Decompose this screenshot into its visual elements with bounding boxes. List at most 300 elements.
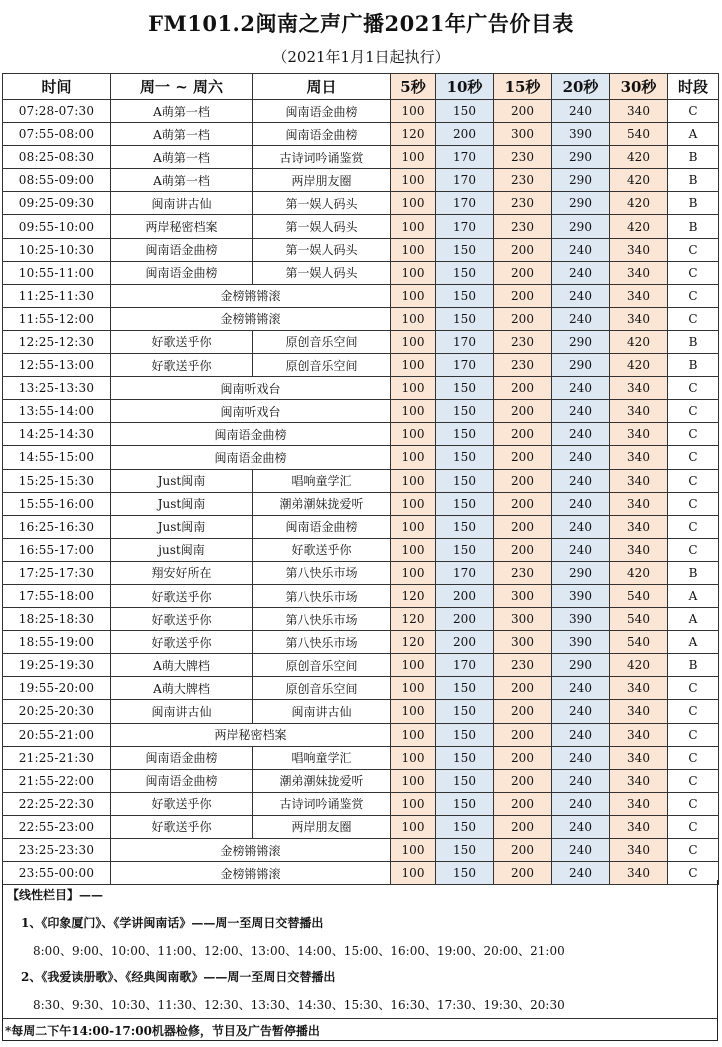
program-cell-merged: 闽南语金曲榜 [111, 423, 391, 446]
price-5s-cell: 100 [391, 746, 436, 769]
time-slot-cell: 11:55-12:00 [3, 307, 111, 330]
price-30s-cell: 420 [610, 654, 668, 677]
price-20s-cell: 390 [552, 608, 610, 631]
price-20s-cell: 290 [552, 192, 610, 215]
price-20s-cell: 290 [552, 215, 610, 238]
price-10s-cell: 170 [436, 330, 494, 353]
price-15s-cell: 200 [494, 538, 552, 561]
time-slot-cell: 21:55-22:00 [3, 769, 111, 792]
price-15s-cell: 230 [494, 146, 552, 169]
program-cell-merged: 金榜锵锵滚 [111, 839, 391, 862]
sunday-program-cell: 原创音乐空间 [253, 654, 391, 677]
price-10s-cell: 150 [436, 400, 494, 423]
grade-cell: A [668, 608, 719, 631]
price-10s-cell: 200 [436, 608, 494, 631]
sunday-program-cell: 第一娱人码头 [253, 215, 391, 238]
price-10s-cell: 150 [436, 677, 494, 700]
program-cell-merged: 金榜锵锵滚 [111, 307, 391, 330]
program-cell-merged: 闽南语金曲榜 [111, 446, 391, 469]
price-15s-cell: 200 [494, 284, 552, 307]
price-15s-cell: 200 [494, 469, 552, 492]
time-slot-cell: 11:25-11:30 [3, 284, 111, 307]
table-row [3, 746, 719, 769]
price-10s-cell: 150 [436, 538, 494, 561]
price-15s-cell: 200 [494, 862, 552, 885]
price-20s-cell: 240 [552, 538, 610, 561]
price-30s-cell: 340 [610, 862, 668, 885]
price-30s-cell: 340 [610, 723, 668, 746]
price-30s-cell: 340 [610, 492, 668, 515]
grade-cell: A [668, 123, 719, 146]
price-5s-cell: 120 [391, 123, 436, 146]
price-20s-cell: 390 [552, 584, 610, 607]
price-5s-cell: 120 [391, 608, 436, 631]
sunday-program-cell: 潮弟潮妹拢爱听 [253, 492, 391, 515]
price-15s-cell: 200 [494, 769, 552, 792]
header-weekday: 周一 ~ 周六 [111, 74, 253, 100]
price-10s-cell: 150 [436, 469, 494, 492]
time-slot-cell: 17:55-18:00 [3, 584, 111, 607]
price-10s-cell: 150 [436, 746, 494, 769]
price-5s-cell: 100 [391, 677, 436, 700]
price-20s-cell: 240 [552, 377, 610, 400]
price-30s-cell: 340 [610, 469, 668, 492]
grade-cell: B [668, 215, 719, 238]
weekday-program-cell: A萌第一档 [111, 146, 253, 169]
sunday-program-cell: 唱响童学汇 [253, 746, 391, 769]
price-20s-cell: 290 [552, 146, 610, 169]
header-grade: 时段 [668, 74, 719, 100]
price-30s-cell: 340 [610, 792, 668, 815]
weekday-program-cell: 翔安好所在 [111, 561, 253, 584]
price-15s-cell: 200 [494, 515, 552, 538]
header-sunday: 周日 [253, 74, 391, 100]
price-30s-cell: 340 [610, 307, 668, 330]
price-5s-cell: 100 [391, 400, 436, 423]
grade-cell: B [668, 192, 719, 215]
grade-cell: C [668, 538, 719, 561]
price-10s-cell: 170 [436, 192, 494, 215]
time-slot-cell: 09:55-10:00 [3, 215, 111, 238]
price-5s-cell: 100 [391, 769, 436, 792]
table-row [3, 192, 719, 215]
time-slot-cell: 20:25-20:30 [3, 700, 111, 723]
grade-cell: C [668, 515, 719, 538]
price-5s-cell: 100 [391, 261, 436, 284]
notes-item-2-times: 8:30、9:30、10:30、11:30、12:30、13:30、14:30、15:30、16:30、17:30、19:30、20:30 [33, 998, 565, 1012]
program-cell-merged: 两岸秘密档案 [111, 723, 391, 746]
price-20s-cell: 240 [552, 839, 610, 862]
weekday-program-cell: just闽南 [111, 538, 253, 561]
time-slot-cell: 23:25-23:30 [3, 839, 111, 862]
price-20s-cell: 240 [552, 238, 610, 261]
price-10s-cell: 150 [436, 307, 494, 330]
grade-cell: A [668, 631, 719, 654]
price-15s-cell: 200 [494, 400, 552, 423]
price-15s-cell: 300 [494, 631, 552, 654]
price-5s-cell: 100 [391, 377, 436, 400]
header-30s: 30秒 [610, 74, 668, 100]
price-10s-cell: 150 [436, 238, 494, 261]
time-slot-cell: 10:25-10:30 [3, 238, 111, 261]
price-30s-cell: 340 [610, 677, 668, 700]
grade-cell: C [668, 284, 719, 307]
notes-item-1-times: 8:00、9:00、10:00、11:00、12:00、13:00、14:00、15:00、16:00、19:00、20:00、21:00 [33, 944, 565, 958]
sunday-program-cell: 第八快乐市场 [253, 608, 391, 631]
weekday-program-cell: 闽南语金曲榜 [111, 261, 253, 284]
time-slot-cell: 22:55-23:00 [3, 815, 111, 838]
price-10s-cell: 170 [436, 169, 494, 192]
time-slot-cell: 15:55-16:00 [3, 492, 111, 515]
time-slot-cell: 10:55-11:00 [3, 261, 111, 284]
price-20s-cell: 240 [552, 400, 610, 423]
weekday-program-cell: Just闽南 [111, 492, 253, 515]
table-body [3, 100, 719, 885]
price-15s-cell: 200 [494, 492, 552, 515]
program-cell-merged: 闽南听戏台 [111, 377, 391, 400]
price-10s-cell: 150 [436, 723, 494, 746]
time-slot-cell: 13:55-14:00 [3, 400, 111, 423]
weekday-program-cell: A萌第一档 [111, 100, 253, 123]
grade-cell: A [668, 584, 719, 607]
sunday-program-cell: 闽南语金曲榜 [253, 123, 391, 146]
price-15s-cell: 230 [494, 354, 552, 377]
price-15s-cell: 200 [494, 238, 552, 261]
price-10s-cell: 150 [436, 492, 494, 515]
notes-section [2, 880, 718, 1041]
price-table [2, 73, 719, 885]
weekday-program-cell: 闽南语金曲榜 [111, 746, 253, 769]
grade-cell: C [668, 492, 719, 515]
grade-cell: C [668, 377, 719, 400]
time-slot-cell: 19:55-20:00 [3, 677, 111, 700]
table-row [3, 284, 719, 307]
price-10s-cell: 150 [436, 792, 494, 815]
table-row [3, 146, 719, 169]
price-15s-cell: 200 [494, 677, 552, 700]
price-20s-cell: 240 [552, 423, 610, 446]
table-row [3, 723, 719, 746]
price-20s-cell: 240 [552, 515, 610, 538]
price-30s-cell: 420 [610, 354, 668, 377]
price-5s-cell: 100 [391, 446, 436, 469]
table-row [3, 769, 719, 792]
program-cell-merged: 金榜锵锵滚 [111, 862, 391, 885]
weekday-program-cell: A萌大牌档 [111, 677, 253, 700]
table-row [3, 446, 719, 469]
program-cell-merged: 闽南听戏台 [111, 400, 391, 423]
price-5s-cell: 120 [391, 631, 436, 654]
sunday-program-cell: 闽南讲古仙 [253, 700, 391, 723]
header-15s: 15秒 [494, 74, 552, 100]
price-30s-cell: 540 [610, 584, 668, 607]
time-slot-cell: 17:25-17:30 [3, 561, 111, 584]
table-row [3, 492, 719, 515]
grade-cell: B [668, 146, 719, 169]
price-5s-cell: 100 [391, 862, 436, 885]
price-5s-cell: 100 [391, 700, 436, 723]
time-slot-cell: 18:55-19:00 [3, 631, 111, 654]
table-row [3, 400, 719, 423]
price-15s-cell: 200 [494, 423, 552, 446]
grade-cell: C [668, 839, 719, 862]
price-10s-cell: 170 [436, 354, 494, 377]
price-15s-cell: 200 [494, 446, 552, 469]
price-15s-cell: 230 [494, 169, 552, 192]
weekday-program-cell: Just闽南 [111, 515, 253, 538]
weekday-program-cell: 闽南讲古仙 [111, 192, 253, 215]
grade-cell: C [668, 815, 719, 838]
table-row [3, 123, 719, 146]
price-20s-cell: 290 [552, 654, 610, 677]
price-15s-cell: 230 [494, 215, 552, 238]
table-row [3, 307, 719, 330]
price-30s-cell: 340 [610, 815, 668, 838]
sunday-program-cell: 好歌送乎你 [253, 538, 391, 561]
price-5s-cell: 100 [391, 723, 436, 746]
price-20s-cell: 240 [552, 677, 610, 700]
price-5s-cell: 100 [391, 469, 436, 492]
notes-item-1: 1、《印象厦门》、《学讲闽南话》——周一至周日交替播出 [21, 916, 324, 930]
weekday-program-cell: Just闽南 [111, 469, 253, 492]
price-15s-cell: 200 [494, 746, 552, 769]
weekday-program-cell: 好歌送乎你 [111, 608, 253, 631]
time-slot-cell: 13:25-13:30 [3, 377, 111, 400]
grade-cell: B [668, 654, 719, 677]
grade-cell: C [668, 238, 719, 261]
weekday-program-cell: 闽南语金曲榜 [111, 238, 253, 261]
sunday-program-cell: 第一娱人码头 [253, 261, 391, 284]
notes-item-2: 2、《我爱读册歌》、《经典闽南歌》——周一至周日交替播出 [21, 970, 336, 984]
sunday-program-cell: 闽南语金曲榜 [253, 515, 391, 538]
sunday-program-cell: 原创音乐空间 [253, 677, 391, 700]
table-row [3, 839, 719, 862]
grade-cell: B [668, 330, 719, 353]
table-row [3, 330, 719, 353]
price-10s-cell: 150 [436, 815, 494, 838]
grade-cell: C [668, 700, 719, 723]
price-30s-cell: 420 [610, 215, 668, 238]
header-time: 时间 [3, 74, 111, 100]
time-slot-cell: 18:25-18:30 [3, 608, 111, 631]
price-5s-cell: 120 [391, 584, 436, 607]
price-15s-cell: 200 [494, 377, 552, 400]
price-5s-cell: 100 [391, 792, 436, 815]
price-10s-cell: 150 [436, 100, 494, 123]
header-5s: 5秒 [391, 74, 436, 100]
price-20s-cell: 240 [552, 492, 610, 515]
sunday-program-cell: 两岸朋友圈 [253, 815, 391, 838]
price-5s-cell: 100 [391, 146, 436, 169]
price-30s-cell: 540 [610, 123, 668, 146]
table-row [3, 469, 719, 492]
price-30s-cell: 340 [610, 400, 668, 423]
sunday-program-cell: 第八快乐市场 [253, 631, 391, 654]
price-10s-cell: 150 [436, 515, 494, 538]
price-10s-cell: 200 [436, 631, 494, 654]
footer-divider [3, 1018, 717, 1019]
weekday-program-cell: 好歌送乎你 [111, 354, 253, 377]
header-10s: 10秒 [436, 74, 494, 100]
table-row [3, 561, 719, 584]
table-row [3, 538, 719, 561]
grade-cell: C [668, 792, 719, 815]
weekday-program-cell: A萌大牌档 [111, 654, 253, 677]
price-5s-cell: 100 [391, 515, 436, 538]
price-20s-cell: 240 [552, 862, 610, 885]
time-slot-cell: 21:25-21:30 [3, 746, 111, 769]
table-row [3, 677, 719, 700]
price-10s-cell: 150 [436, 862, 494, 885]
price-20s-cell: 240 [552, 746, 610, 769]
weekday-program-cell: 好歌送乎你 [111, 584, 253, 607]
weekday-program-cell: 好歌送乎你 [111, 815, 253, 838]
price-15s-cell: 200 [494, 839, 552, 862]
price-20s-cell: 390 [552, 631, 610, 654]
weekday-program-cell: A萌第一档 [111, 169, 253, 192]
time-slot-cell: 15:25-15:30 [3, 469, 111, 492]
price-30s-cell: 340 [610, 700, 668, 723]
time-slot-cell: 12:55-13:00 [3, 354, 111, 377]
grade-cell: B [668, 169, 719, 192]
price-30s-cell: 420 [610, 146, 668, 169]
price-5s-cell: 100 [391, 561, 436, 584]
price-20s-cell: 240 [552, 815, 610, 838]
price-20s-cell: 240 [552, 700, 610, 723]
price-5s-cell: 100 [391, 238, 436, 261]
header-20s: 20秒 [552, 74, 610, 100]
table-row [3, 261, 719, 284]
grade-cell: C [668, 769, 719, 792]
price-30s-cell: 420 [610, 561, 668, 584]
price-30s-cell: 340 [610, 238, 668, 261]
price-5s-cell: 100 [391, 284, 436, 307]
time-slot-cell: 14:55-15:00 [3, 446, 111, 469]
price-10s-cell: 170 [436, 215, 494, 238]
price-30s-cell: 340 [610, 423, 668, 446]
price-10s-cell: 170 [436, 146, 494, 169]
time-slot-cell: 22:25-22:30 [3, 792, 111, 815]
grade-cell: C [668, 100, 719, 123]
price-15s-cell: 230 [494, 330, 552, 353]
price-15s-cell: 300 [494, 584, 552, 607]
grade-cell: C [668, 746, 719, 769]
price-15s-cell: 200 [494, 261, 552, 284]
table-row [3, 354, 719, 377]
price-30s-cell: 340 [610, 284, 668, 307]
time-slot-cell: 16:25-16:30 [3, 515, 111, 538]
price-10s-cell: 150 [436, 284, 494, 307]
price-20s-cell: 240 [552, 792, 610, 815]
price-5s-cell: 100 [391, 215, 436, 238]
price-20s-cell: 240 [552, 469, 610, 492]
sunday-program-cell: 唱响童学汇 [253, 469, 391, 492]
time-slot-cell: 19:25-19:30 [3, 654, 111, 677]
price-10s-cell: 150 [436, 839, 494, 862]
time-slot-cell: 09:25-09:30 [3, 192, 111, 215]
time-slot-cell: 08:55-09:00 [3, 169, 111, 192]
price-15s-cell: 230 [494, 654, 552, 677]
price-20s-cell: 240 [552, 446, 610, 469]
sunday-program-cell: 两岸朋友圈 [253, 169, 391, 192]
price-30s-cell: 540 [610, 631, 668, 654]
price-15s-cell: 200 [494, 815, 552, 838]
time-slot-cell: 07:55-08:00 [3, 123, 111, 146]
table-row [3, 631, 719, 654]
table-row [3, 377, 719, 400]
sunday-program-cell: 第一娱人码头 [253, 192, 391, 215]
price-30s-cell: 540 [610, 608, 668, 631]
sunday-program-cell: 原创音乐空间 [253, 354, 391, 377]
time-slot-cell: 07:28-07:30 [3, 100, 111, 123]
sunday-program-cell: 古诗词吟诵鉴赏 [253, 792, 391, 815]
price-5s-cell: 100 [391, 815, 436, 838]
table-row [3, 423, 719, 446]
grade-cell: C [668, 261, 719, 284]
price-5s-cell: 100 [391, 307, 436, 330]
price-30s-cell: 420 [610, 169, 668, 192]
sunday-program-cell: 原创音乐空间 [253, 330, 391, 353]
table-row [3, 608, 719, 631]
price-5s-cell: 100 [391, 169, 436, 192]
price-20s-cell: 240 [552, 100, 610, 123]
table-row [3, 700, 719, 723]
price-15s-cell: 200 [494, 700, 552, 723]
time-slot-cell: 20:55-21:00 [3, 723, 111, 746]
price-30s-cell: 340 [610, 261, 668, 284]
price-5s-cell: 100 [391, 492, 436, 515]
weekday-program-cell: A萌第一档 [111, 123, 253, 146]
price-30s-cell: 340 [610, 746, 668, 769]
price-5s-cell: 100 [391, 330, 436, 353]
table-row [3, 792, 719, 815]
weekday-program-cell: 好歌送乎你 [111, 792, 253, 815]
price-20s-cell: 290 [552, 330, 610, 353]
price-5s-cell: 100 [391, 538, 436, 561]
grade-cell: C [668, 446, 719, 469]
grade-cell: C [668, 307, 719, 330]
price-20s-cell: 240 [552, 769, 610, 792]
grade-cell: C [668, 677, 719, 700]
maintenance-note: *每周二下午14:00-17:00机器检修，节目及广告暂停播出 [5, 1024, 320, 1038]
price-20s-cell: 240 [552, 307, 610, 330]
price-5s-cell: 100 [391, 100, 436, 123]
price-15s-cell: 200 [494, 307, 552, 330]
table-row [3, 238, 719, 261]
grade-cell: C [668, 723, 719, 746]
sunday-program-cell: 第八快乐市场 [253, 584, 391, 607]
price-20s-cell: 290 [552, 354, 610, 377]
program-cell-merged: 金榜锵锵滚 [111, 284, 391, 307]
price-20s-cell: 290 [552, 561, 610, 584]
sunday-program-cell: 第一娱人码头 [253, 238, 391, 261]
time-slot-cell: 14:25-14:30 [3, 423, 111, 446]
grade-cell: C [668, 400, 719, 423]
price-30s-cell: 340 [610, 769, 668, 792]
price-10s-cell: 170 [436, 654, 494, 677]
price-10s-cell: 170 [436, 561, 494, 584]
price-5s-cell: 100 [391, 654, 436, 677]
table-row [3, 215, 719, 238]
weekday-program-cell: 两岸秘密档案 [111, 215, 253, 238]
price-15s-cell: 300 [494, 608, 552, 631]
notes-heading: 【线性栏目】—— [7, 888, 104, 902]
price-10s-cell: 150 [436, 261, 494, 284]
time-slot-cell: 16:55-17:00 [3, 538, 111, 561]
weekday-program-cell: 好歌送乎你 [111, 631, 253, 654]
table-row [3, 169, 719, 192]
table-row [3, 584, 719, 607]
